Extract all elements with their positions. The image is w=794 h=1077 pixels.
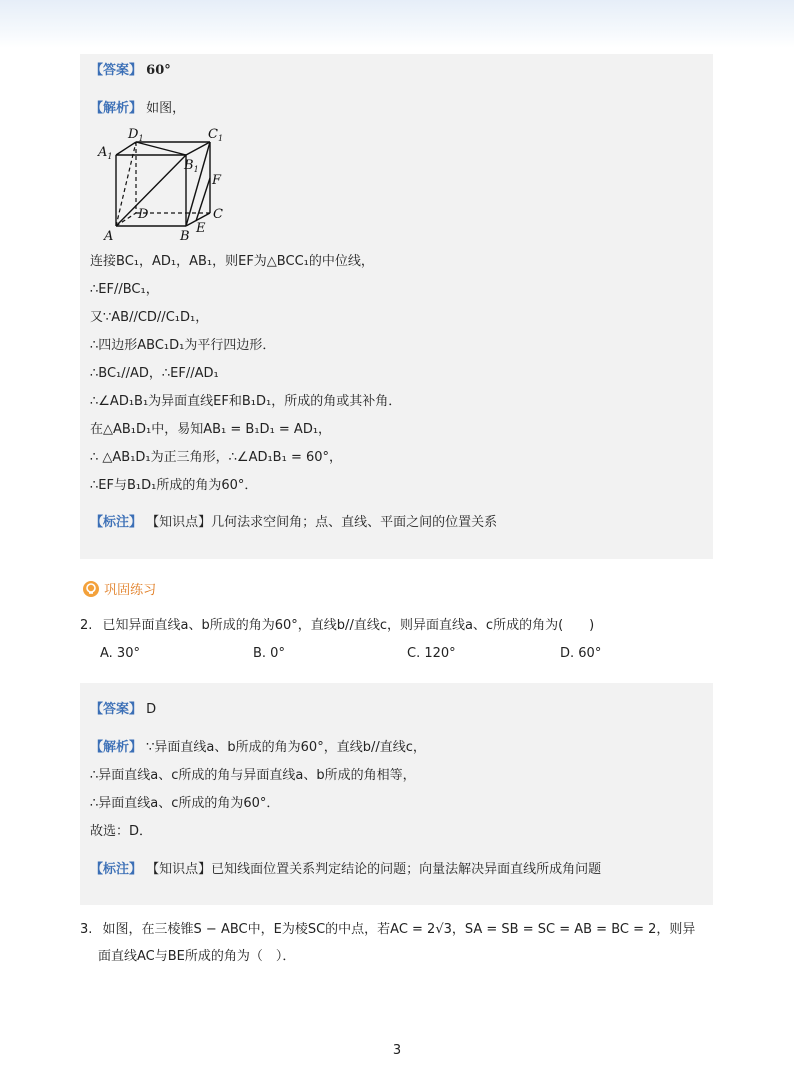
analysis-2-line-2: ∴异面直线a、c所成的角与异面直线a、b所成的角相等， [90, 768, 416, 783]
section-title: 巩固练习 [104, 583, 157, 598]
analysis-line-3: 又∵AB//CD//C₁D₁， [90, 310, 209, 325]
lightbulb-icon [82, 580, 100, 598]
analysis-line-7: 在△AB₁D₁中，易知AB₁ = B₁D₁ = AD₁， [90, 422, 332, 437]
label-e: E [196, 221, 206, 236]
label-b1: $B_1$ [184, 158, 199, 174]
note-tag-2: 【标注】 [90, 862, 143, 877]
answer-tag-2: 【答案】 [90, 702, 143, 717]
answer-row [90, 62, 171, 80]
question-2-text: 已知异面直线a、b所成的角为60°，直线b//直线c，则异面直线a、c所成的角为( ) [102, 618, 595, 633]
analysis-2-line-4: 故选：D． [90, 824, 153, 839]
label-f: F [212, 173, 222, 188]
question-2-number: 2. [80, 618, 93, 633]
analysis-tag: 【解析】 [90, 101, 143, 116]
option-d: D. 60° [560, 646, 602, 661]
analysis-line-5: ∴BC₁//AD，∴EF//AD₁ [90, 366, 219, 381]
label-c: C [213, 207, 223, 222]
analysis-row-2 [90, 739, 426, 757]
page-number: 3 [392, 1043, 402, 1058]
answer-tag: 【答案】 [90, 63, 143, 78]
analysis-intro: 如图， [146, 101, 186, 116]
label-a1: $A_1$ [98, 145, 113, 161]
header-band [0, 0, 794, 48]
answer-box-2 [80, 683, 713, 905]
analysis-line-8: ∴ △AB₁D₁为正三角形，∴∠AD₁B₁ = 60°， [90, 450, 343, 465]
analysis-line-4: ∴四边形ABC₁D₁为平行四边形． [90, 338, 276, 353]
label-d1: $D_1$ [128, 127, 144, 143]
analysis-tag-2: 【解析】 [90, 740, 143, 755]
analysis-line-1: 连接BC₁，AD₁，AB₁，则EF为△BCC₁的中位线， [90, 254, 374, 269]
question-3-line-1: 如图，在三棱锥S − ABC中，E为棱SC的中点，若AC = 2√3，SA = SB = SC = AB = BC = 2，则异 [102, 922, 696, 937]
analysis-row [90, 100, 185, 118]
answer-box-1 [80, 54, 713, 559]
note-text: 【知识点】几何法求空间角；点、直线、平面之间的位置关系 [146, 515, 498, 530]
option-a: A. 30° [100, 646, 140, 661]
note-text-2: 【知识点】已知线面位置关系判定结论的问题；向量法解决异面直线所成角问题 [146, 862, 602, 877]
question-3 [80, 921, 695, 939]
question-3-line-2: 面直线AC与BE所成的角为（ ）． [98, 949, 296, 964]
analysis-line-9: ∴EF与B₁D₁所成的角为60°． [90, 478, 258, 493]
question-2 [80, 617, 594, 635]
label-d: D [138, 207, 149, 222]
note-tag: 【标注】 [90, 515, 143, 530]
label-c1: $C_1$ [208, 127, 224, 143]
label-b: B [180, 229, 190, 244]
analysis-line-2: ∴EF//BC₁， [90, 282, 159, 297]
label-a: A [104, 229, 114, 244]
option-c: C. 120° [407, 646, 456, 661]
cube-figure [94, 126, 244, 246]
answer-value-2: D [146, 702, 157, 717]
note-row-2 [90, 861, 601, 879]
answer-value: 60° [146, 63, 171, 78]
section-heading [82, 580, 156, 600]
question-3-number: 3. [80, 922, 93, 937]
note-row [90, 514, 497, 532]
analysis-2-line-3: ∴异面直线a、c所成的角为60°． [90, 796, 280, 811]
analysis-line-6: ∴∠AD₁B₁为异面直线EF和B₁D₁，所成的角或其补角． [90, 394, 402, 409]
answer-row-2 [90, 701, 156, 719]
analysis-2-line-1: ∵异面直线a、b所成的角为60°，直线b//直线c， [146, 740, 426, 755]
option-b: B. 0° [253, 646, 285, 661]
